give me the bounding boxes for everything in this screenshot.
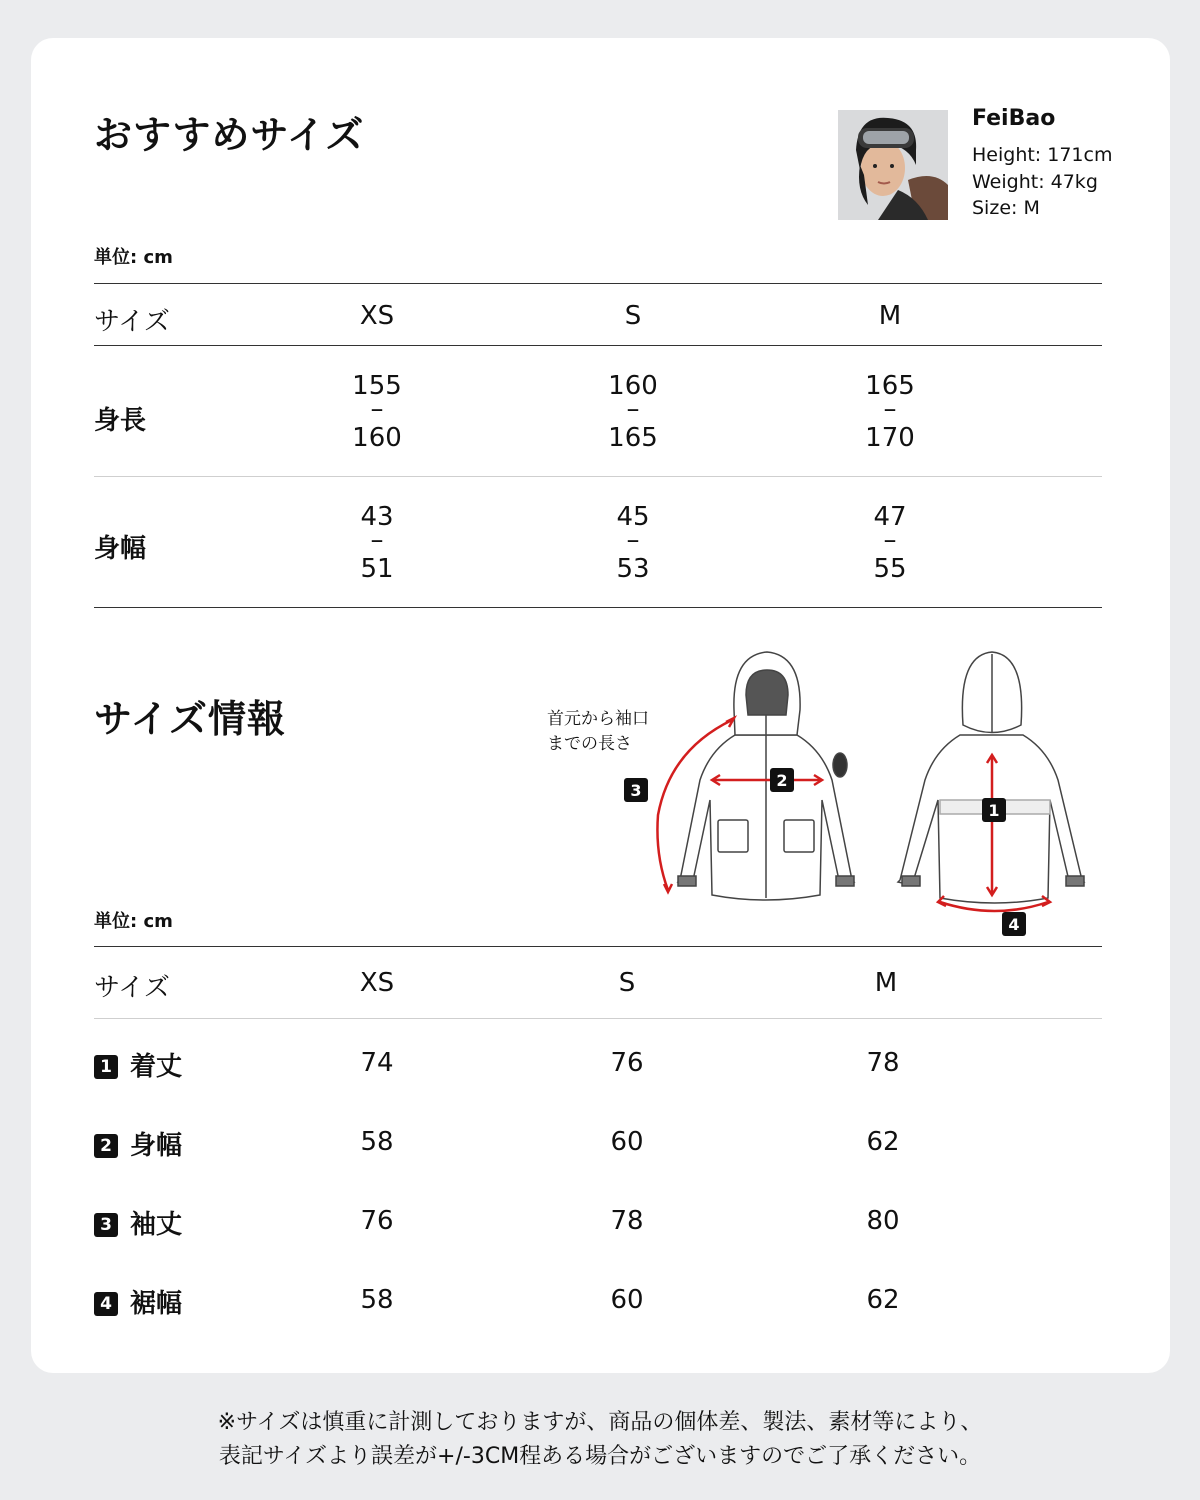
table-rule <box>94 345 1102 346</box>
footer-note-line2: 表記サイズより誤差が+/-3CM程ある場合がございますのでご了承ください。 <box>218 1444 982 1469</box>
badge-1-icon: 1 <box>94 1055 118 1079</box>
recommend-header-m: M <box>878 301 902 331</box>
info-cell: 62 <box>866 1285 900 1315</box>
info-header-m: M <box>874 968 898 998</box>
model-size: Size: M <box>972 197 1040 219</box>
info-cell: 76 <box>610 1048 644 1078</box>
recommend-header-size: サイズ <box>94 307 170 337</box>
sleeve-length-note: 首元から袖口 までの長さ <box>547 709 649 754</box>
info-row-label: 4 裾幅 <box>94 1283 182 1320</box>
recommend-range: 165 – 170 <box>865 371 915 453</box>
info-cell: 74 <box>360 1048 394 1078</box>
recommend-range: 47 – 55 <box>873 502 907 584</box>
jacket-diagram <box>540 640 1120 940</box>
badge-4-icon: 4 <box>94 1292 118 1316</box>
recommend-range: 160 – 165 <box>608 371 658 453</box>
recommend-row-label: 身幅 <box>94 534 147 564</box>
badge-1-label: 1 <box>988 801 1000 820</box>
info-header-size: サイズ <box>94 973 170 1003</box>
badge-2-label: 2 <box>776 771 788 790</box>
info-cell: 76 <box>360 1206 394 1236</box>
info-cell: 60 <box>610 1127 644 1157</box>
info-header-s: S <box>618 968 636 998</box>
info-cell: 62 <box>866 1127 900 1157</box>
table-rule <box>94 476 1102 477</box>
table-rule <box>94 1018 1102 1019</box>
info-header-xs: XS <box>359 968 395 998</box>
table-rule <box>94 283 1102 284</box>
table-rule <box>94 607 1102 608</box>
recommend-row-label: 身長 <box>94 406 147 436</box>
info-title: サイズ情報 <box>94 697 286 741</box>
recommend-range: 45 – 53 <box>616 502 650 584</box>
model-name: FeiBao <box>972 106 1056 131</box>
info-cell: 58 <box>360 1127 394 1157</box>
model-height: Height: 171cm <box>972 144 1113 166</box>
info-row-label: 2 身幅 <box>94 1125 182 1162</box>
table-rule <box>94 946 1102 947</box>
info-cell: 78 <box>610 1206 644 1236</box>
recommend-range: 155 – 160 <box>352 371 402 453</box>
info-cell: 80 <box>866 1206 900 1236</box>
info-cell: 58 <box>360 1285 394 1315</box>
model-photo <box>838 110 948 220</box>
info-cell: 60 <box>610 1285 644 1315</box>
recommend-range: 43 – 51 <box>360 502 394 584</box>
badge-3-label: 3 <box>630 781 642 800</box>
recommend-header-xs: XS <box>359 301 395 331</box>
model-weight: Weight: 47kg <box>972 171 1098 193</box>
info-cell: 78 <box>866 1048 900 1078</box>
recommend-header-s: S <box>624 301 642 331</box>
badge-2-icon: 2 <box>94 1134 118 1158</box>
badge-3-icon: 3 <box>94 1213 118 1237</box>
badge-4-label: 4 <box>1008 915 1020 934</box>
recommend-unit: 単位: cm <box>94 247 173 268</box>
info-row-label: 3 袖丈 <box>94 1204 182 1241</box>
recommend-title: おすすめサイズ <box>94 113 365 157</box>
info-row-label: 1 着丈 <box>94 1046 182 1083</box>
info-unit: 単位: cm <box>94 911 173 932</box>
footer-note-line1: ※サイズは慎重に計測しておりますが、商品の個体差、製法、素材等により、 <box>217 1410 983 1435</box>
